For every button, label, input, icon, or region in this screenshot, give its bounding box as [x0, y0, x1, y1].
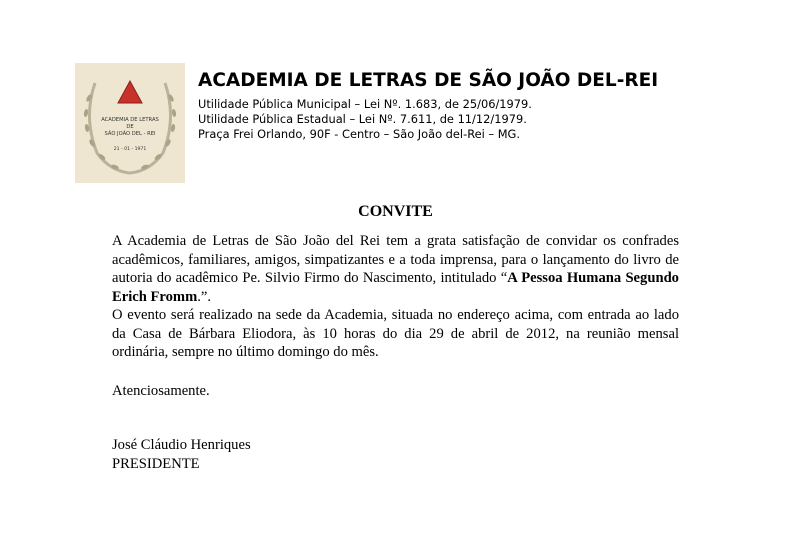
letterhead	[198, 70, 658, 142]
invitation-text-end: .”.	[197, 288, 212, 305]
municipal-law-line: Utilidade Pública Municipal – Lei Nº. 1.683, de 25/06/1979.	[198, 97, 532, 111]
seal-text-line-3: SÃO JOÃO DEL - REI	[104, 131, 156, 137]
book-title: A Pessoa Humana Segundo Erich Fromm	[112, 270, 679, 305]
organization-name: ACADEMIA DE LETRAS DE SÃO JOÃO DEL-REI	[198, 70, 659, 91]
address-line: Praça Frei Orlando, 90F - Centro – São João del-Rei – MG.	[198, 127, 520, 141]
event-details-paragraph: O evento será realizado na sede da Academia, situada no endereço acima, com entrada ao lado da Casa de Bárbara Eliodora, às 10 horas do dia 29 de abril de 2012, na reunião mensal ordinária, sempre no último domingo do mês.	[112, 307, 679, 360]
seal-emblem	[75, 63, 185, 183]
invitation-text: A Academia de Letras de São João del Rei tem a grata satisfação de convidar os confrades acadêmicos, familiares, amigos, simpatizantes e a toda imprensa, para o lançamento do livro de autoria do acadêmico Pe. Silvio Firmo do Nascimento, intitulado “	[112, 233, 679, 286]
triangle-icon	[118, 81, 142, 103]
signer-name: José Cláudio Henriques	[112, 437, 251, 453]
invitation-paragraph	[112, 232, 679, 306]
closing-salutation: Atenciosamente.	[112, 382, 210, 399]
seal-text-line-2: DE	[126, 124, 134, 130]
letter-title: CONVITE	[358, 203, 433, 220]
seal-date: 21 - 01 - 1971	[113, 147, 147, 152]
signer-title: PRESIDENTE	[112, 455, 200, 472]
invitation-letter	[112, 200, 679, 473]
signature-block	[112, 436, 679, 473]
seal-text-line-1: ACADEMIA DE LETRAS	[101, 117, 159, 123]
academy-seal-logo	[75, 63, 185, 183]
state-law-line: Utilidade Pública Estadual – Lei Nº. 7.611, de 11/12/1979.	[198, 112, 527, 126]
